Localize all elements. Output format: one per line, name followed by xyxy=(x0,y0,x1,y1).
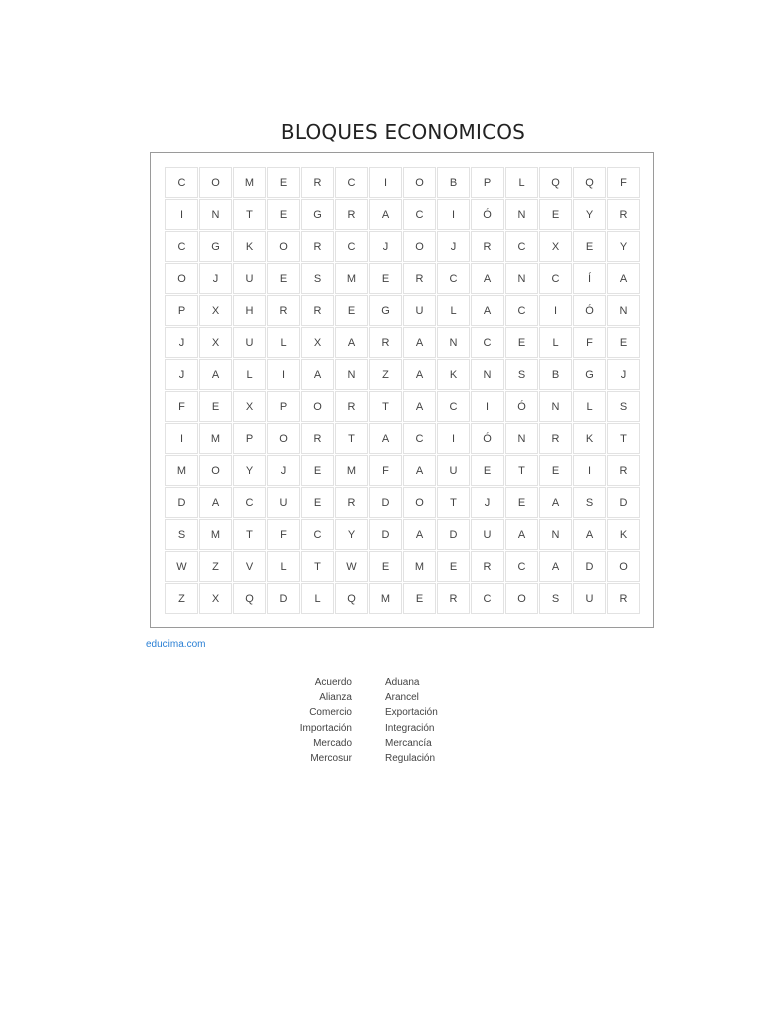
grid-cell: I xyxy=(437,199,470,230)
grid-cell: J xyxy=(369,231,402,262)
grid-cell: R xyxy=(607,199,640,230)
grid-cell: A xyxy=(199,487,232,518)
grid-cell: E xyxy=(471,455,504,486)
grid-cell: I xyxy=(573,455,606,486)
grid-cell: T xyxy=(233,519,266,550)
grid-cell: O xyxy=(607,551,640,582)
grid-cell: H xyxy=(233,295,266,326)
grid-cell: J xyxy=(165,359,198,390)
grid-cell: O xyxy=(505,583,538,614)
grid-cell: C xyxy=(437,391,470,422)
grid-cell: E xyxy=(301,487,334,518)
grid-cell: R xyxy=(301,295,334,326)
grid-cell: U xyxy=(437,455,470,486)
grid-cell: T xyxy=(607,423,640,454)
grid-cell: G xyxy=(573,359,606,390)
grid-cell: C xyxy=(233,487,266,518)
grid-cell: T xyxy=(437,487,470,518)
grid-cell: U xyxy=(267,487,300,518)
grid-cell: B xyxy=(539,359,572,390)
grid-cell: Q xyxy=(335,583,368,614)
grid-cell: Q xyxy=(233,583,266,614)
grid-cell: I xyxy=(471,391,504,422)
grid-cell: D xyxy=(369,519,402,550)
grid-cell: C xyxy=(471,327,504,358)
grid-cell: C xyxy=(505,231,538,262)
grid-cell: J xyxy=(471,487,504,518)
grid-cell: U xyxy=(233,263,266,294)
grid-cell: T xyxy=(233,199,266,230)
grid-cell: S xyxy=(539,583,572,614)
grid-cell: D xyxy=(437,519,470,550)
word-list-item: Comercio xyxy=(309,707,352,719)
grid-cell: E xyxy=(403,583,436,614)
grid-cell: Ó xyxy=(471,423,504,454)
grid-cell: J xyxy=(199,263,232,294)
grid-cell: R xyxy=(301,167,334,198)
grid-cell: X xyxy=(301,327,334,358)
grid-cell: E xyxy=(505,327,538,358)
grid-cell: O xyxy=(267,231,300,262)
grid-cell: X xyxy=(199,295,232,326)
word-list-item: Mercosur xyxy=(310,753,352,765)
grid-cell: P xyxy=(233,423,266,454)
grid-cell: O xyxy=(403,487,436,518)
grid-cell: Q xyxy=(539,167,572,198)
grid-cell: G xyxy=(301,199,334,230)
grid-cell: K xyxy=(573,423,606,454)
grid-cell: F xyxy=(369,455,402,486)
grid-cell: U xyxy=(403,295,436,326)
grid-cell: E xyxy=(607,327,640,358)
grid-cell: E xyxy=(539,199,572,230)
grid-cell: L xyxy=(301,583,334,614)
grid-cell: M xyxy=(199,519,232,550)
grid-cell: L xyxy=(505,167,538,198)
grid-cell: E xyxy=(301,455,334,486)
word-list-item: Exportación xyxy=(385,707,438,719)
grid-cell: S xyxy=(165,519,198,550)
grid-cell: E xyxy=(267,263,300,294)
word-list-item: Mercancía xyxy=(385,737,432,749)
grid-cell: C xyxy=(335,167,368,198)
grid-cell: E xyxy=(505,487,538,518)
grid-cell: P xyxy=(471,167,504,198)
grid-cell: R xyxy=(539,423,572,454)
grid-cell: R xyxy=(301,423,334,454)
grid-cell: L xyxy=(437,295,470,326)
grid-cell: M xyxy=(369,583,402,614)
grid-cell: C xyxy=(165,167,198,198)
grid-cell: D xyxy=(267,583,300,614)
grid-cell: P xyxy=(165,295,198,326)
grid-cell: A xyxy=(301,359,334,390)
grid-cell: A xyxy=(403,327,436,358)
grid-cell: I xyxy=(165,423,198,454)
grid-cell: X xyxy=(539,231,572,262)
grid-cell: F xyxy=(165,391,198,422)
grid-cell: K xyxy=(233,231,266,262)
grid-cell: U xyxy=(573,583,606,614)
grid-cell: D xyxy=(573,551,606,582)
word-list-item: Mercado xyxy=(313,737,352,749)
grid-cell: C xyxy=(301,519,334,550)
grid-cell: A xyxy=(607,263,640,294)
grid-cell: A xyxy=(539,551,572,582)
grid-cell: P xyxy=(267,391,300,422)
grid-cell: J xyxy=(165,327,198,358)
grid-cell: A xyxy=(403,519,436,550)
grid-cell: R xyxy=(267,295,300,326)
grid-cell: O xyxy=(403,167,436,198)
grid-cell: E xyxy=(437,551,470,582)
grid-cell: N xyxy=(505,263,538,294)
grid-cell: E xyxy=(369,263,402,294)
grid-cell: E xyxy=(369,551,402,582)
page-title: BLOQUES ECONOMICOS xyxy=(280,120,526,144)
grid-cell: S xyxy=(607,391,640,422)
grid-cell: R xyxy=(335,487,368,518)
word-list-item: Alianza xyxy=(319,692,352,704)
grid-cell: F xyxy=(607,167,640,198)
grid-cell: Y xyxy=(335,519,368,550)
grid-cell: Ó xyxy=(505,391,538,422)
grid-cell: R xyxy=(607,583,640,614)
grid-cell: A xyxy=(471,295,504,326)
grid-cell: L xyxy=(539,327,572,358)
grid-cell: W xyxy=(165,551,198,582)
grid-cell: Ó xyxy=(573,295,606,326)
grid-cell: T xyxy=(505,455,538,486)
grid-cell: M xyxy=(199,423,232,454)
grid-cell: T xyxy=(335,423,368,454)
grid-cell: C xyxy=(505,551,538,582)
grid-cell: M xyxy=(335,263,368,294)
grid-cell: Z xyxy=(369,359,402,390)
word-list-item: Acuerdo xyxy=(314,677,352,688)
grid-cell: F xyxy=(267,519,300,550)
grid-cell: D xyxy=(369,487,402,518)
grid-cell: A xyxy=(335,327,368,358)
grid-cell: Ó xyxy=(471,199,504,230)
grid-cell: S xyxy=(301,263,334,294)
grid-cell: E xyxy=(267,167,300,198)
grid-cell: R xyxy=(335,199,368,230)
grid-cell: C xyxy=(403,199,436,230)
grid-cell: E xyxy=(573,231,606,262)
grid-cell: X xyxy=(199,583,232,614)
word-list-left xyxy=(300,675,352,766)
grid-cell: A xyxy=(403,391,436,422)
grid-cell: Z xyxy=(199,551,232,582)
grid-cell: L xyxy=(267,551,300,582)
grid-cell: C xyxy=(403,423,436,454)
grid-cell: Y xyxy=(233,455,266,486)
grid-cell: F xyxy=(573,327,606,358)
grid-cell: A xyxy=(573,519,606,550)
grid-cell: J xyxy=(437,231,470,262)
word-list-item: Aduana xyxy=(385,677,420,688)
grid-cell: Í xyxy=(573,263,606,294)
credit-link[interactable]: educima.com xyxy=(146,639,206,650)
grid-cell: R xyxy=(437,583,470,614)
grid-cell: D xyxy=(607,487,640,518)
word-list-item: Importación xyxy=(299,722,352,734)
grid-cell: V xyxy=(233,551,266,582)
grid-cell: I xyxy=(539,295,572,326)
grid-cell: T xyxy=(369,391,402,422)
grid-cell: A xyxy=(199,359,232,390)
grid-cell: Y xyxy=(573,199,606,230)
grid-cell: A xyxy=(471,263,504,294)
grid-cell: X xyxy=(199,327,232,358)
grid-cell: R xyxy=(301,231,334,262)
grid-cell: I xyxy=(437,423,470,454)
grid-cell: A xyxy=(369,423,402,454)
grid-cell: N xyxy=(505,199,538,230)
grid-cell: J xyxy=(267,455,300,486)
grid-cell: T xyxy=(301,551,334,582)
word-list-item: Arancel xyxy=(385,692,419,704)
grid-cell: X xyxy=(233,391,266,422)
word-search-board xyxy=(150,152,654,628)
grid-cell: U xyxy=(471,519,504,550)
grid-cell: E xyxy=(199,391,232,422)
grid-cell: C xyxy=(335,231,368,262)
grid-cell: J xyxy=(607,359,640,390)
grid-cell: L xyxy=(267,327,300,358)
grid-cell: L xyxy=(573,391,606,422)
word-list-item: Integración xyxy=(385,722,435,734)
grid-cell: N xyxy=(199,199,232,230)
grid-cell: R xyxy=(471,551,504,582)
grid-cell: I xyxy=(369,167,402,198)
grid-cell: M xyxy=(165,455,198,486)
grid-cell: Y xyxy=(607,231,640,262)
grid-cell: B xyxy=(437,167,470,198)
grid-cell: O xyxy=(199,167,232,198)
grid-cell: N xyxy=(539,391,572,422)
grid-cell: C xyxy=(539,263,572,294)
grid-cell: R xyxy=(369,327,402,358)
grid-cell: N xyxy=(505,423,538,454)
grid-cell: N xyxy=(539,519,572,550)
grid-cell: M xyxy=(403,551,436,582)
grid-cell: E xyxy=(335,295,368,326)
letter-grid xyxy=(165,167,641,615)
grid-cell: W xyxy=(335,551,368,582)
grid-cell: I xyxy=(165,199,198,230)
grid-cell: A xyxy=(369,199,402,230)
grid-cell: C xyxy=(437,263,470,294)
grid-cell: C xyxy=(505,295,538,326)
grid-cell: K xyxy=(607,519,640,550)
grid-cell: O xyxy=(301,391,334,422)
grid-cell: N xyxy=(335,359,368,390)
grid-cell: M xyxy=(335,455,368,486)
grid-cell: O xyxy=(165,263,198,294)
grid-cell: E xyxy=(539,455,572,486)
grid-cell: O xyxy=(199,455,232,486)
grid-cell: R xyxy=(607,455,640,486)
grid-cell: N xyxy=(437,327,470,358)
grid-cell: O xyxy=(403,231,436,262)
grid-cell: E xyxy=(267,199,300,230)
grid-cell: N xyxy=(607,295,640,326)
grid-cell: G xyxy=(369,295,402,326)
grid-cell: G xyxy=(199,231,232,262)
grid-cell: K xyxy=(437,359,470,390)
grid-cell: R xyxy=(335,391,368,422)
grid-cell: A xyxy=(539,487,572,518)
grid-cell: Q xyxy=(573,167,606,198)
grid-cell: O xyxy=(267,423,300,454)
word-list-item: Regulación xyxy=(385,753,436,765)
grid-cell: R xyxy=(471,231,504,262)
grid-cell: S xyxy=(505,359,538,390)
grid-cell: A xyxy=(505,519,538,550)
word-list-right xyxy=(385,675,438,766)
grid-cell: A xyxy=(403,455,436,486)
grid-cell: I xyxy=(267,359,300,390)
grid-cell: A xyxy=(403,359,436,390)
grid-cell: Z xyxy=(165,583,198,614)
grid-cell: C xyxy=(471,583,504,614)
grid-cell: N xyxy=(471,359,504,390)
grid-cell: L xyxy=(233,359,266,390)
grid-cell: R xyxy=(403,263,436,294)
grid-cell: U xyxy=(233,327,266,358)
grid-cell: C xyxy=(165,231,198,262)
grid-cell: M xyxy=(233,167,266,198)
grid-cell: S xyxy=(573,487,606,518)
grid-cell: D xyxy=(165,487,198,518)
